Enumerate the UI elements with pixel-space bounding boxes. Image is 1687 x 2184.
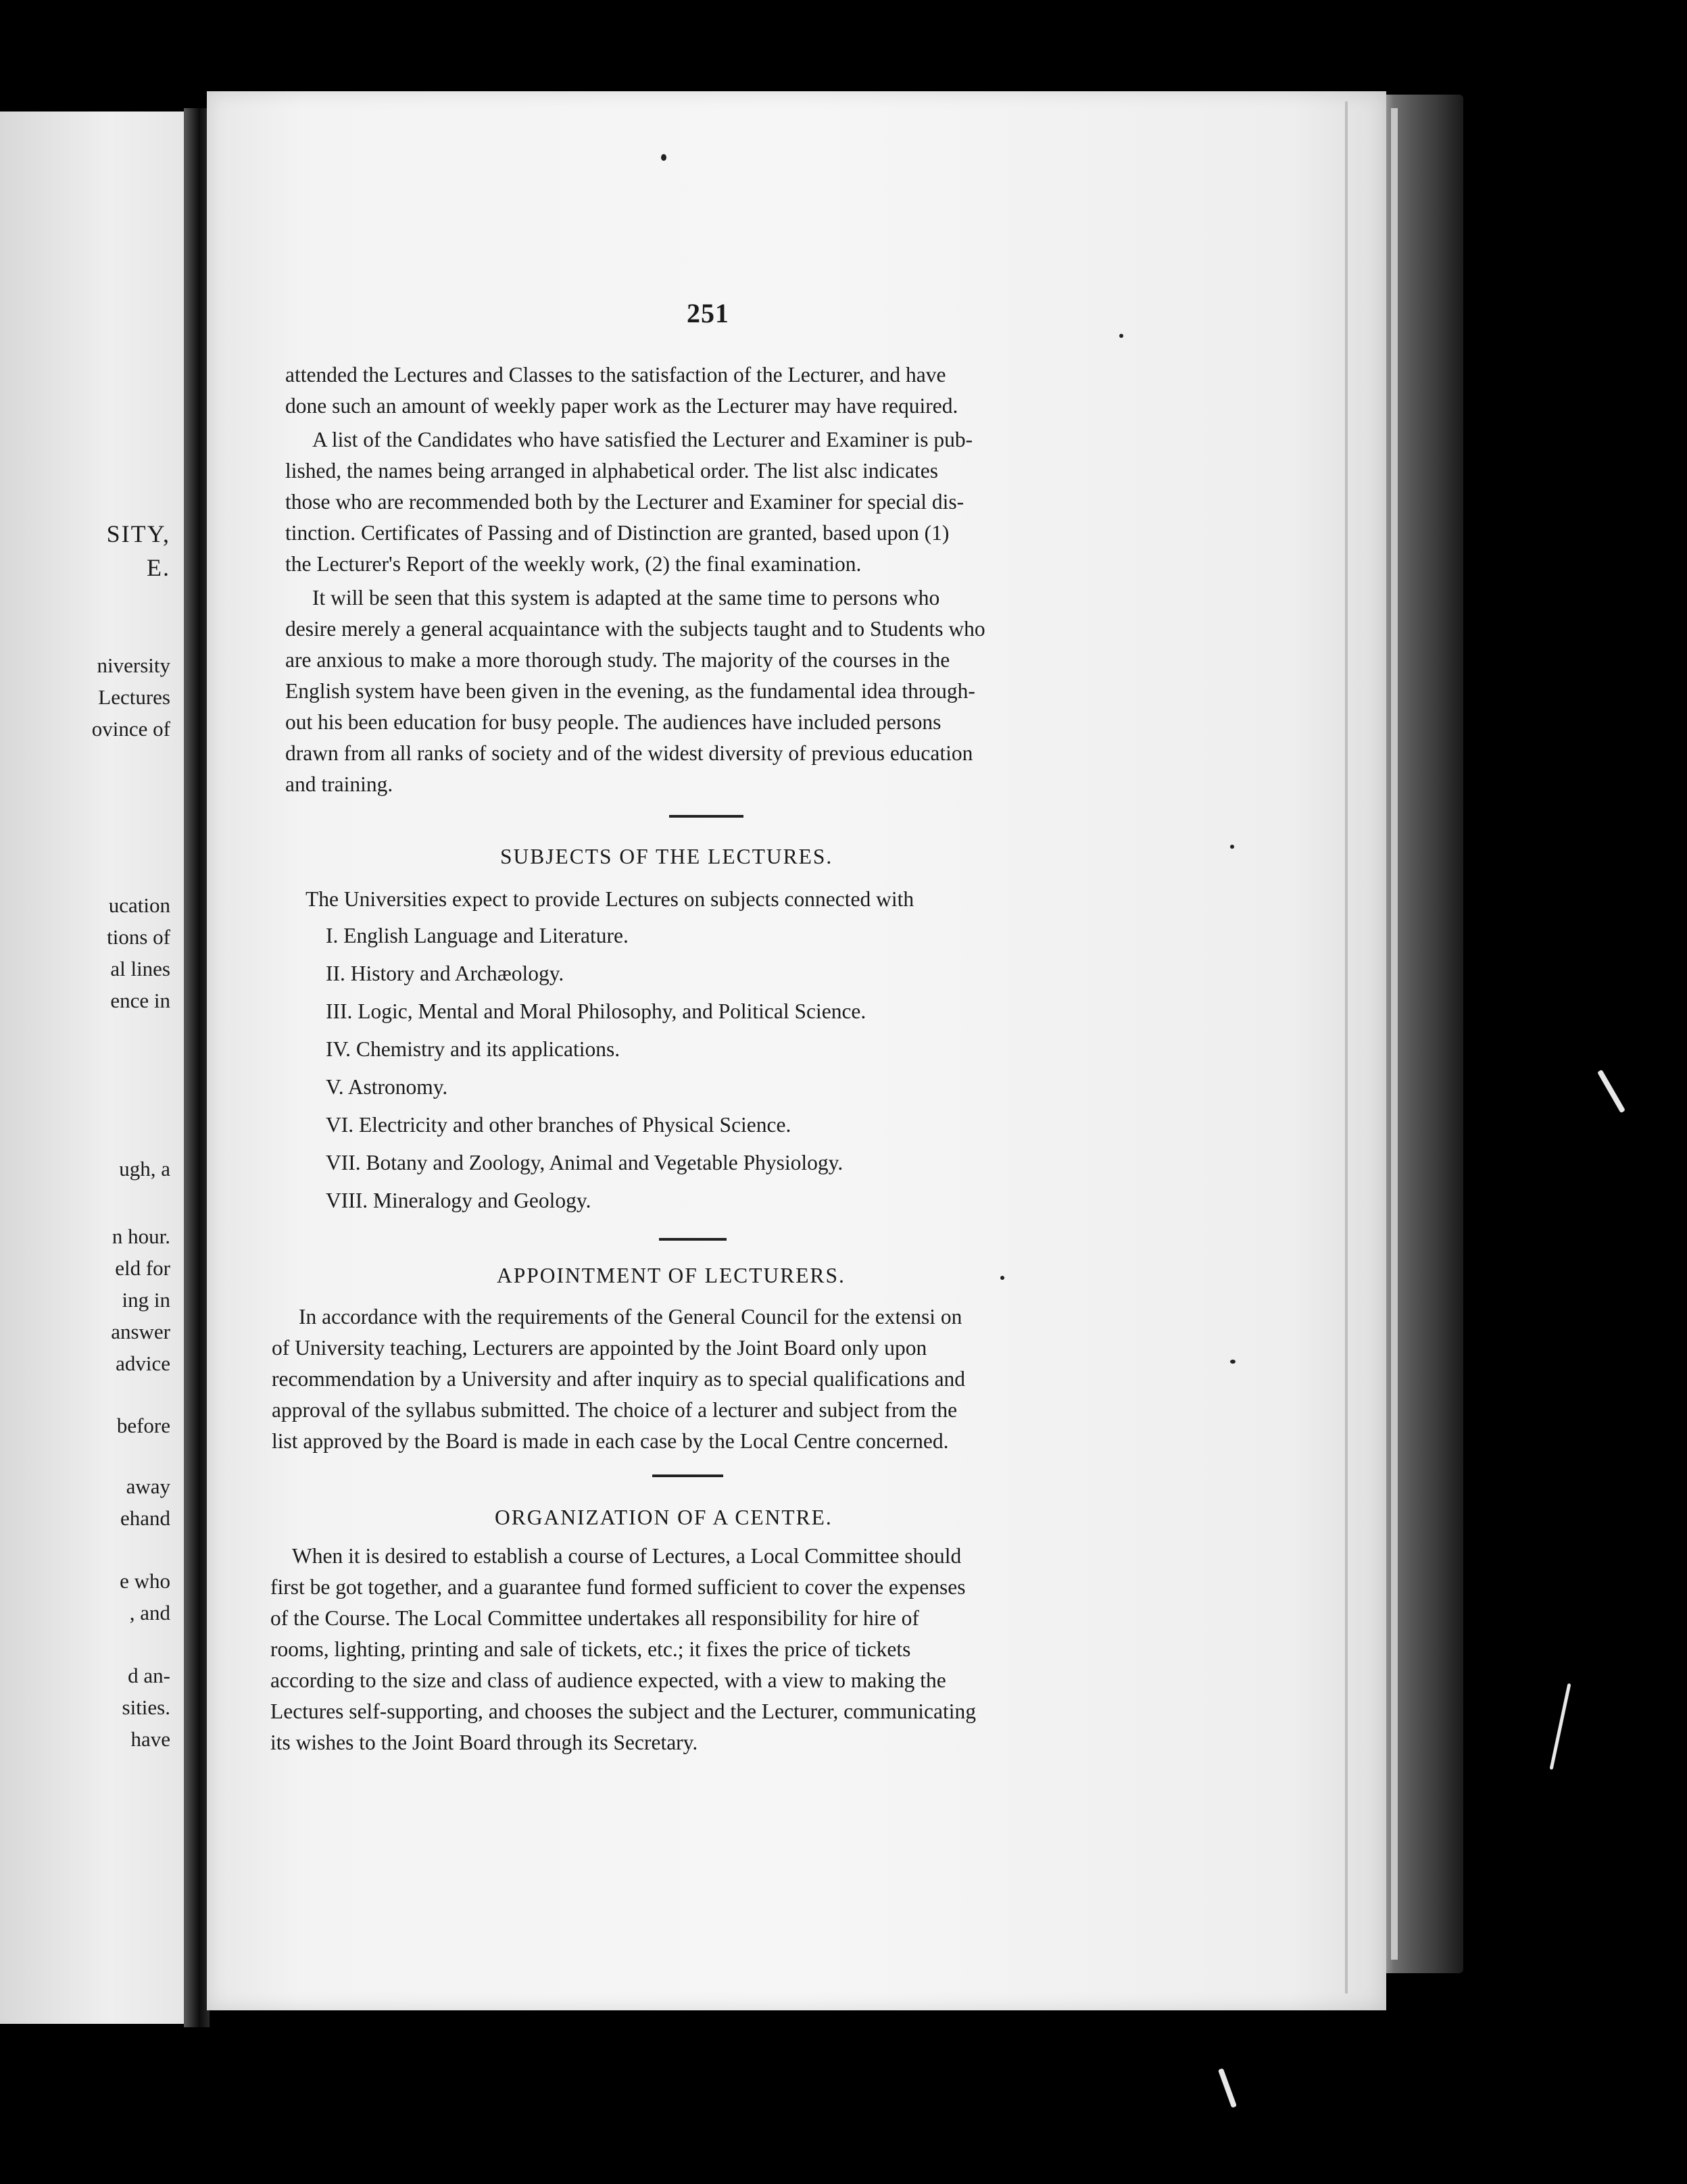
left-page-line: ence in xyxy=(110,989,170,1012)
left-page-line: ehand xyxy=(120,1506,170,1530)
left-page-line: eld for xyxy=(115,1256,170,1280)
scan-speck xyxy=(1119,334,1123,338)
section-divider xyxy=(652,1474,723,1477)
page-edge-line xyxy=(1345,101,1348,1993)
body-text-line: lished, the names being arranged in alphabetical order. The list alsc indicates xyxy=(285,459,938,482)
body-text-line: rooms, lighting, printing and sale of tickets, etc.; it fixes the price of tickets xyxy=(270,1637,911,1661)
body-text-line: Lectures self-supporting, and chooses the subject and the Lecturer, communicating xyxy=(270,1699,977,1723)
scan-speck xyxy=(1230,1360,1236,1364)
left-page-line: ing in xyxy=(122,1288,170,1312)
left-page-line: al lines xyxy=(110,957,170,981)
subject-list-item: VI. Electricity and other branches of Physical Science. xyxy=(326,1113,791,1137)
body-text-line: When it is desired to establish a course of Lectures, a Local Committee should xyxy=(292,1544,962,1568)
body-text-line: tinction. Certificates of Passing and of Distinction are granted, based upon (1) xyxy=(285,521,950,545)
left-page-line: d an- xyxy=(128,1664,170,1687)
left-page-line: have xyxy=(130,1727,170,1751)
left-page-line: niversity xyxy=(97,653,170,677)
left-page-line: ucation xyxy=(108,893,170,917)
subject-list-item: IV. Chemistry and its applications. xyxy=(326,1037,620,1061)
left-page-line: n hour. xyxy=(112,1224,170,1248)
body-text-line: list approved by the Board is made in each case by the Local Centre concerned. xyxy=(272,1429,949,1453)
body-text-line: according to the size and class of audience expected, with a view to making the xyxy=(270,1668,946,1692)
left-page-line: e who xyxy=(120,1569,170,1593)
scan-artifact xyxy=(1597,1070,1625,1114)
subject-list-item: III. Logic, Mental and Moral Philosophy, and Political Science. xyxy=(326,999,866,1023)
left-page-line: , and xyxy=(129,1601,170,1624)
left-page-line: ugh, a xyxy=(119,1157,170,1181)
left-page-line: sities. xyxy=(122,1695,170,1719)
scan-artifact xyxy=(1550,1683,1571,1770)
left-page-line: SITY, xyxy=(106,520,170,547)
subject-list-item: I. English Language and Literature. xyxy=(326,924,629,947)
body-text-line: of the Course. The Local Committee undertakes all responsibility for hire of xyxy=(270,1606,919,1630)
body-text-line: attended the Lectures and Classes to the satisfaction of the Lecturer, and have xyxy=(285,363,946,387)
body-text-line: A list of the Candidates who have satisfied the Lecturer and Examiner is pub- xyxy=(312,428,973,451)
left-page-line: ovince of xyxy=(91,717,170,741)
left-page-line: tions of xyxy=(107,925,170,949)
left-page-line: advice xyxy=(116,1351,170,1375)
body-text-line: It will be seen that this system is adapted at the same time to persons who xyxy=(312,586,940,610)
book-gutter xyxy=(184,108,210,2027)
subject-list-item: V. Astronomy. xyxy=(326,1075,448,1099)
page-number: 251 xyxy=(687,298,729,328)
left-page-line: away xyxy=(126,1474,170,1498)
scan-speck xyxy=(1000,1276,1004,1280)
section-heading-subjects: SUBJECTS OF THE LECTURES. xyxy=(500,845,833,868)
scan-speck xyxy=(661,154,666,161)
section-heading-appointment: APPOINTMENT OF LECTURERS. xyxy=(497,1264,846,1287)
left-page-line: answer xyxy=(111,1320,170,1343)
body-text-line: English system have been given in the evening, as the fundamental idea through- xyxy=(285,679,975,703)
body-text-line: out his been education for busy people. The audiences have included persons xyxy=(285,710,942,734)
body-text-line: In accordance with the requirements of the General Council for the extensi on xyxy=(299,1305,962,1329)
body-text-line: those who are recommended both by the Lecturer and Examiner for special dis- xyxy=(285,490,964,514)
left-page-line: Lectures xyxy=(98,685,170,709)
subjects-intro: The Universities expect to provide Lectures on subjects connected with xyxy=(305,887,914,911)
subject-list-item: VIII. Mineralogy and Geology. xyxy=(326,1189,591,1212)
subject-list-item: VII. Botany and Zoology, Animal and Vegetable Physiology. xyxy=(326,1151,844,1174)
body-text-line: the Lecturer's Report of the weekly work, (2) the final examination. xyxy=(285,552,862,576)
body-text-line: desire merely a general acquaintance with the subjects taught and to Students who xyxy=(285,617,985,641)
left-page-line: before xyxy=(116,1414,170,1437)
body-text-line: are anxious to make a more thorough study. The majority of the courses in the xyxy=(285,648,950,672)
scan-speck xyxy=(1230,845,1234,849)
body-text-line: first be got together, and a guarantee fund formed sufficient to cover the expenses xyxy=(270,1575,966,1599)
body-text-line: approval of the syllabus submitted. The choice of a lecturer and subject from the xyxy=(272,1398,958,1422)
scan-artifact xyxy=(1218,2068,1237,2108)
left-page-line: E. xyxy=(147,554,170,581)
subject-list-item: II. History and Archæology. xyxy=(326,962,564,985)
section-divider xyxy=(669,815,743,818)
body-text-line: of University teaching, Lecturers are appointed by the Joint Board only upon xyxy=(272,1336,927,1360)
body-text-line: and training. xyxy=(285,772,393,796)
section-divider xyxy=(659,1238,727,1241)
body-text-line: done such an amount of weekly paper work as the Lecturer may have required. xyxy=(285,394,958,418)
section-heading-organization: ORGANIZATION OF A CENTRE. xyxy=(495,1506,833,1529)
body-text-line: drawn from all ranks of society and of the widest diversity of previous education xyxy=(285,741,973,765)
book-edge-highlight xyxy=(1391,108,1398,1960)
left-facing-page xyxy=(0,111,184,2024)
body-text-line: recommendation by a University and after inquiry as to special qualifications and xyxy=(272,1367,966,1391)
body-text-line: its wishes to the Joint Board through its Secretary. xyxy=(270,1731,698,1754)
